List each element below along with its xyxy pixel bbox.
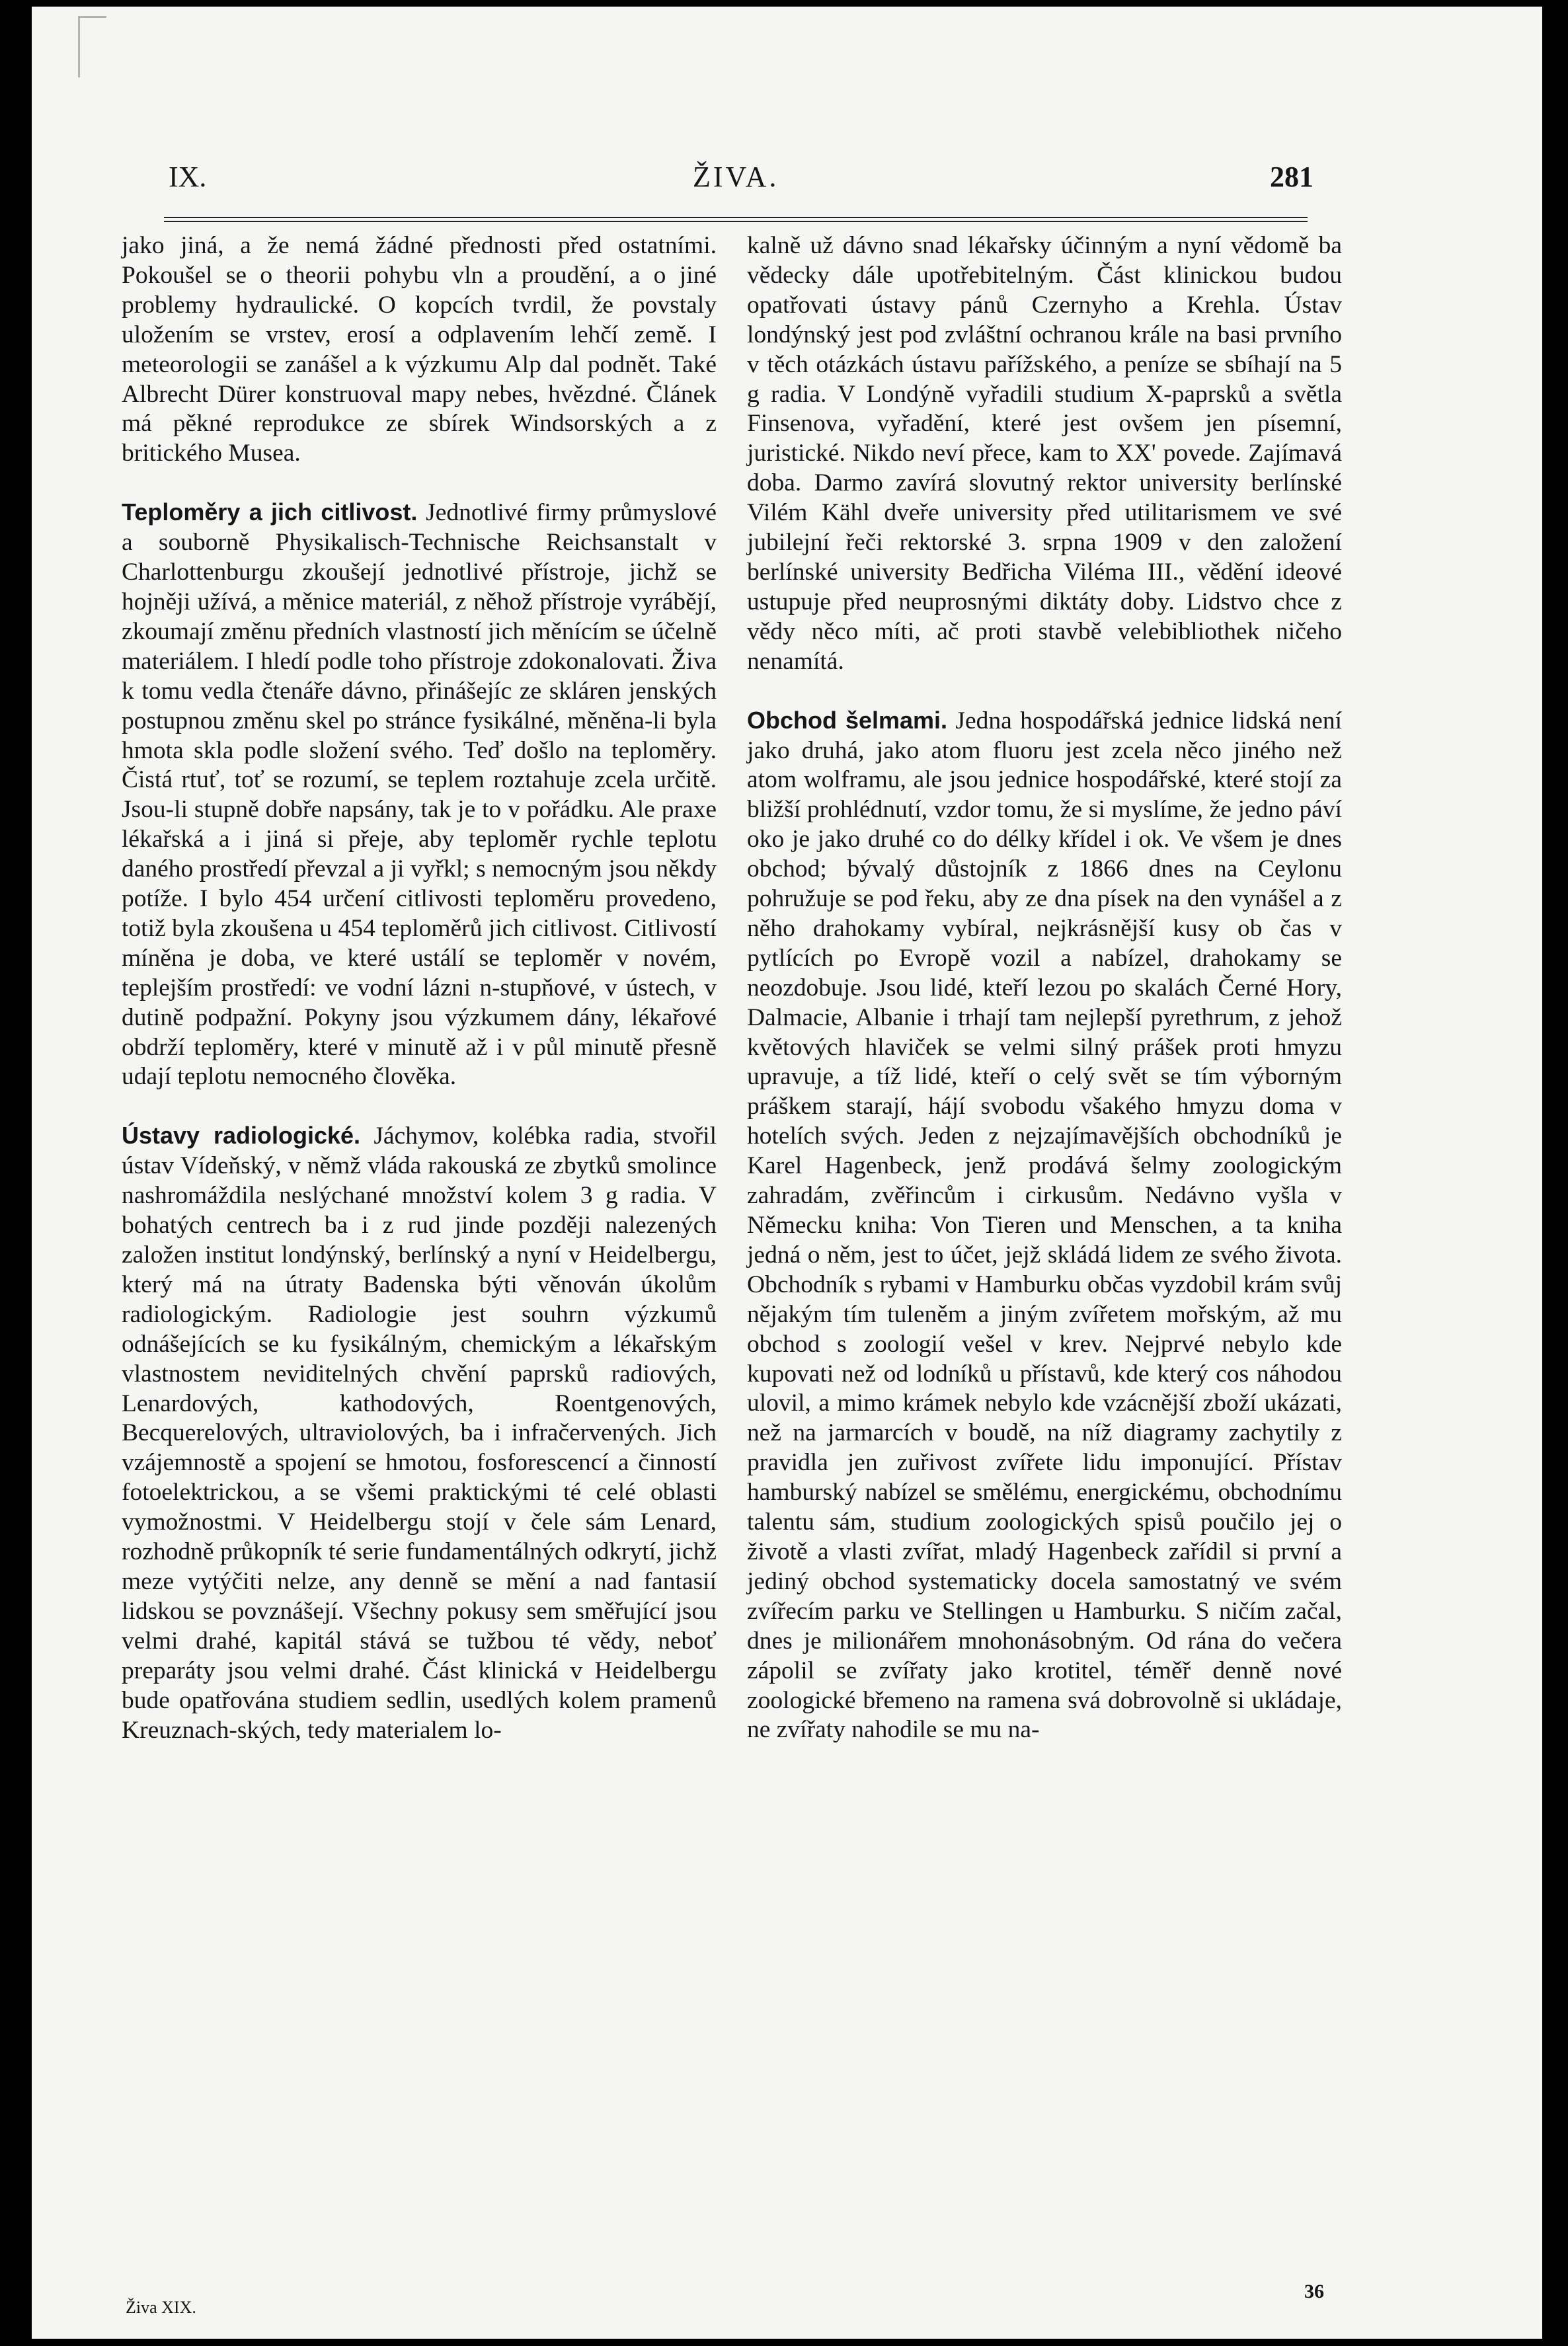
volume-number: IX. <box>169 161 207 193</box>
header-rule-bottom <box>164 221 1308 222</box>
scan-corner-mark <box>78 16 106 77</box>
footer-sheet-number: 36 <box>1304 2281 1324 2302</box>
section-radiology <box>122 1121 717 1745</box>
section-body: Jednotlivé firmy průmyslové a souborně Physikalisch-Technische Reichsanstalt v Charlottenburgu zkoušejí jednotlivé přístroje, jichž se hojněji užívá, a měnice materiál, z něhož přístroje vyrábějí, zkoumají změnu předních vlastností jich měnícím se účelně materiálem. I hledí podle toho přístroje zdokonalovati. Živa k tomu vedla čtenáře dávno, přinášejíc ze skláren jenských postupnou změnu skel po stránce fysikálné, měněna-li byla hmota skla podle složení svého. Teď došlo na teploměry. Čistá rtuť, toť se rozumí, se teplem roztahuje zcela určitě. Jsou-li stupně dobře napsány, tak je to v pořádku. Ale praxe lékařská a i jiná si přeje, aby teploměr rychle teplotu daného prostředí převzal a ji vyřkl; s nemocným jsou někdy potíže. I bylo 454 určení citlivosti teploměru provedeno, totiž byla zkoušena u 454 teploměrů jich citlivost. Citlivostí míněna je doba, ve které ustálí se teploměr v novém, teplejším prostředí: ve vodní lázni n-stupňové, v ústech, v dutině podpažní. Pokyny jsou výzkumem dány, lékařové obdrží teploměry, které v minutě až i v půl minutě přesně udají teplotu nemocného člověka. <box>122 499 717 1091</box>
section-animal-trade <box>747 706 1342 1746</box>
paragraph-continuation: kalně už dávno snad lékařsky účinným a nyní vědomě ba vědecky dále upotřebitelným. Část klinickou budou opatřovati ústavy pánů Czernyho a Krehla. Ústav londýnský jest pod zvláštní ochranou krále na basi prvního v těch otázkách ústavu pařížského, a peníze se sbíhají na 5 g radia. V Londýně vyřadili studium X-paprsků a světla Finsenova, vyřadění, které jest ovšem jen písemní, juristické. Nikdo neví přece, kam to XX' povede. Zajímavá doba. Darmo zavírá slovutný rektor university berlínské Vilém Kähl dveře university před utilitarismem ve své jubilejní řeči rektorské 3. srpna 1909 v den založení berlínské university Bedřicha Viléma III., vědění ideové ustupuje před neuprosnými diktáty doby. Lidstvo chce z vědy něco míti, ač proti stavbě velebibliothek ničeho nenamítá. <box>747 232 1342 675</box>
section-title: Teploměry a jich citlivost. <box>122 498 418 526</box>
section-title: Ústavy radiologické. <box>122 1122 361 1150</box>
paragraph-intro: jako jiná, a že nemá žádné přednosti před ostatními. Pokoušel se o theorii pohybu vln a proudění, a o jiné problemy hydraulické. O kopcích tvrdil, že povstaly uložením se vrstev, erosí a odplavením lehčí země. I meteorologii se zanášel a k výzkumu Alp dal podnět. Také Albrecht Dürer konstruoval mapy nebes, hvězdné. Článek má pěkné reprodukce ze sbírek Windsorských a z britického Musea. <box>122 232 717 467</box>
section-body: Jedna hospodářská jednice lidská není jako druhá, jako atom fluoru jest zcela něco jiného než atom wolframu, ale jsou jednice hospodářské, které stojí za bližší prohlédnutí, vzdor tomu, že si myslíme, že jedno páví oko je jako druhé co do délky křídel i ok. Ve všem je dnes obchod; bývalý důstojník z 1866 dnes na Ceylonu pohružuje se pod řeku, aby ze dna písek na den vynášel a z něho drahokamy vybíral, nejkrásnější kusy ob čas v pytlících po Evropě vozil a nabízel, drahokamy se neozdobuje. Jsou lidé, kteří lezou po skalách Černé Hory, Dalmacie, Albanie i trhají tam nejlepší pyrethrum, z jehož květových hlaviček se velmi silný prášek proti hmyzu upravuje, a tíž lidé, kteří o celý svět se tím výborným práškem starají, hájí svobodu všakého hmyzu doma v hotelích svých. Jeden z nejzajímavějších obchodníků je Karel Hagenbeck, jenž prodává šelmy zoologickým zahradám, zvěřincům i cirkusům. Nedávno vyšla v Německu kniha: Von Tieren und Menschen, a ta kniha jedná o něm, jest to účet, jejž skládá lidem ze svého života. Obchodník s rybami v Hamburku občas vyzdobil krám svůj nějakým tím tuleněm a jiným zvířetem mořským, až mu obchod s zoologií vešel v krev. Nejprvé nebylo kde kupovati než od lodníků u přístavů, kde který cos náhodou ulovil, a mimo krámek nebylo kde vzácnější zboží ukázati, než na jarmarcích v boudě, na níž diagramy zachytily z pravidla jen zuřivost zvířete lidu imponující. Přístav hamburský nabízel se smělému, energickému, obchodnímu talentu sám, studium zoologických spisů poučilo jej o životě a vlasti zvířat, mladý Hagenbeck zařídil si první a jediný obchod systematicky docela samostatný ve svém zvířecím parku ve Stellingen u Hamburku. S ničím začal, dnes je milionářem mnohonásobným. Od rána do večera zápolil se zvířaty jako krotitel, téměř denně nové zoologické břemeno na ramena svá dobrovolně si ukládaje, ne zvířaty nahodile se mu na- <box>747 707 1342 1744</box>
column-right <box>747 231 1342 1745</box>
section-body: Jáchymov, kolébka radia, stvořil ústav Vídeňský, v němž vláda rakouská ze zbytků smolince nashromáždila neslýchané množství kolem 3 g radia. V bohatých centrech ba i z rud jinde později nalezených založen institut londýnský, berlínský a nyní v Heidelbergu, který má na útraty Badenska býti věnován úkolům radiologickým. Radiologie jest souhrn výzkumů odnášejících se ku fysikálným, chemickým a lékařským vlastnostem neviditelných chvění paprsků radiových, Lenardových, kathodových, Roentgenových, Becquerelových, ultraviolových, ba i infračervených. Jich vzájemnostě a spojení se hmotou, fosforescencí a činností fotoelektrickou, a se všemi praktickými té celé oblasti vymožnostmi. V Heidelbergu stojí v čele sám Lenard, rozhodně průkopník té serie fundamentálných odkrytí, jichž meze vytýčiti nelze, any denně se mění a nad fantasií lidskou se povznášejí. Všechny pokusy sem směřující jsou velmi drahé, kapitál stává se tužbou té vědy, neboť preparáty jsou velmi drahé. Část klinická v Heidelbergu bude opatřována studiem sedlin, usedlých kolem pramenů Kreuznach-ských, tedy materialem lo- <box>122 1122 717 1744</box>
column-left <box>122 231 717 1745</box>
section-thermometers <box>122 498 717 1092</box>
running-header <box>32 160 1542 206</box>
page <box>32 7 1542 2339</box>
header-rule-top <box>164 217 1308 218</box>
page-number: 281 <box>1270 161 1313 193</box>
journal-title: ŽIVA. <box>693 161 779 193</box>
footer-signature: Živa XIX. <box>126 2298 196 2317</box>
section-title: Obchod šelmami. <box>747 706 948 734</box>
